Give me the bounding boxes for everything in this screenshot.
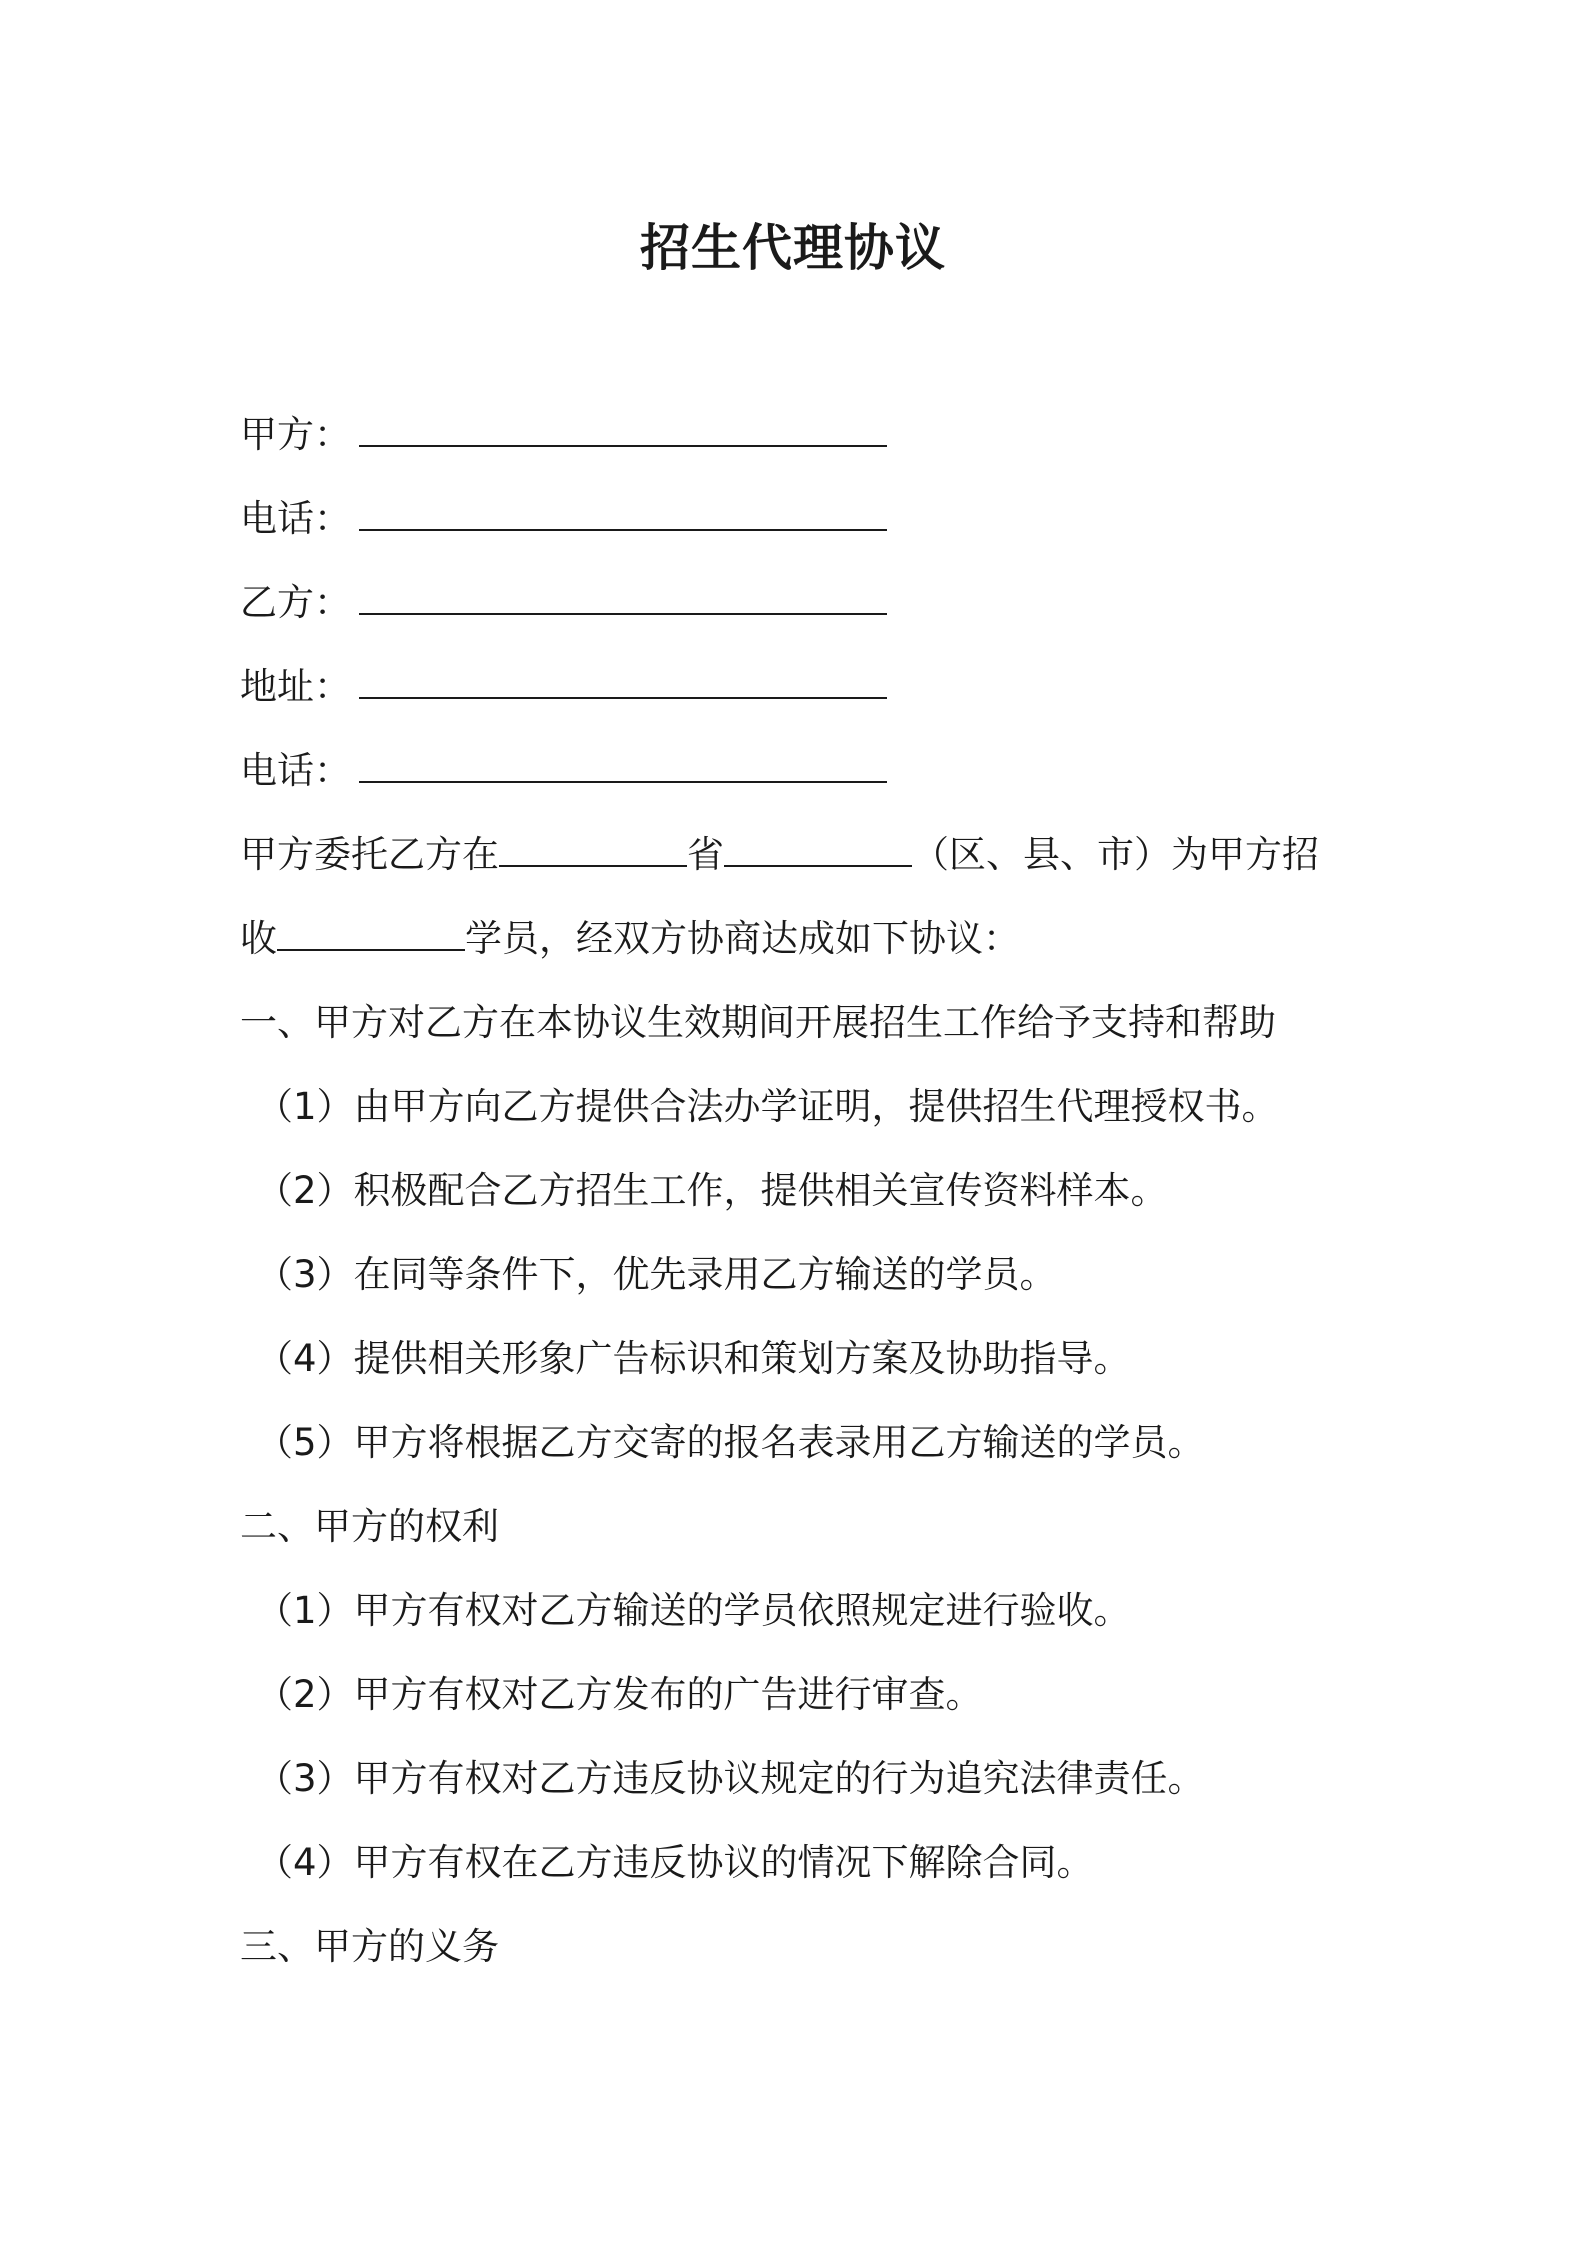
fill-blank (359, 663, 887, 699)
fill-blank (277, 915, 465, 951)
field-party-b (240, 578, 887, 628)
fill-blank (359, 495, 887, 531)
clause-item: （2）甲方有权对乙方发布的广告进行审查。 (256, 1673, 983, 1716)
intro-text: 收 (240, 917, 277, 960)
fill-blank (359, 747, 887, 783)
fill-blank (359, 411, 887, 447)
clause-item: （1）由甲方向乙方提供合法办学证明，提供招生代理授权书。 (256, 1085, 1279, 1128)
intro-line-2 (240, 914, 1020, 964)
clause-item: （4）提供相关形象广告标识和策划方案及协助指导。 (256, 1337, 1131, 1380)
field-label: 乙方： (240, 581, 351, 624)
clause-item: （5）甲方将根据乙方交寄的报名表录用乙方输送的学员。 (256, 1421, 1205, 1464)
field-label: 地址： (240, 665, 351, 708)
field-address (240, 662, 887, 712)
intro-text: 甲方委托乙方在 (240, 833, 499, 876)
intro-text: （区、县、市）为甲方招 (912, 833, 1319, 876)
section-heading: 三、甲方的义务 (240, 1925, 499, 1968)
intro-text: 省 (687, 833, 724, 876)
field-label: 甲方： (240, 413, 351, 456)
document-title: 招生代理协议 (640, 219, 946, 277)
intro-line-1 (240, 830, 1319, 880)
field-party-a (240, 410, 887, 460)
clause-item: （1）甲方有权对乙方输送的学员依照规定进行验收。 (256, 1589, 1131, 1632)
fill-blank (359, 579, 887, 615)
intro-text: 学员，经双方协商达成如下协议： (465, 917, 1020, 960)
clause-item: （2）积极配合乙方招生工作，提供相关宣传资料样本。 (256, 1169, 1168, 1212)
fill-blank (499, 831, 687, 867)
clause-item: （3）在同等条件下，优先录用乙方输送的学员。 (256, 1253, 1057, 1296)
fill-blank (724, 831, 912, 867)
field-phone-b (240, 746, 887, 796)
clause-item: （3）甲方有权对乙方违反协议规定的行为追究法律责任。 (256, 1757, 1205, 1800)
section-heading: 一、甲方对乙方在本协议生效期间开展招生工作给予支持和帮助 (240, 1001, 1276, 1044)
field-label: 电话： (240, 749, 351, 792)
section-heading: 二、甲方的权利 (240, 1505, 499, 1548)
clause-item: （4）甲方有权在乙方违反协议的情况下解除合同。 (256, 1841, 1094, 1884)
field-phone-a (240, 494, 887, 544)
field-label: 电话： (240, 497, 351, 540)
